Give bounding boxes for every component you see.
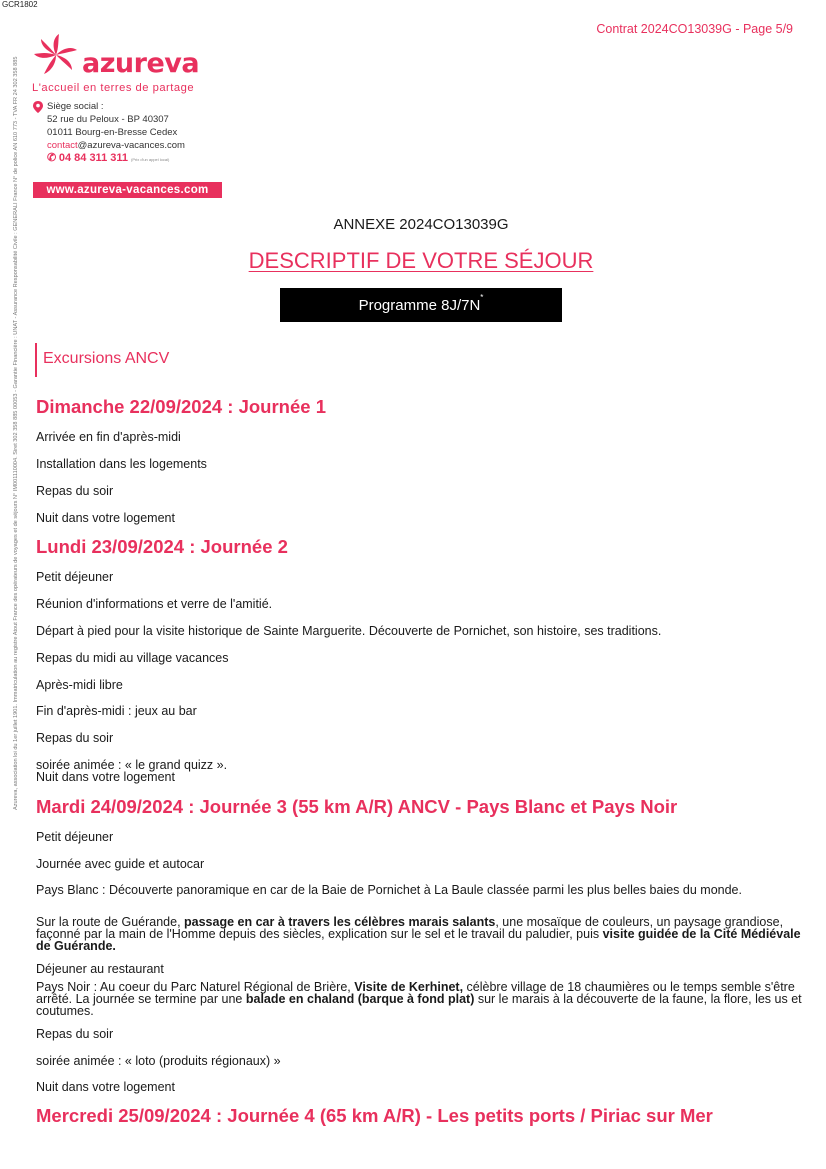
brand-name: azureva xyxy=(82,48,200,79)
day-3-item: Déjeuner au restaurant xyxy=(36,962,164,976)
email-address[interactable] xyxy=(47,139,185,152)
brand-tagline: L'accueil en terres de partage xyxy=(32,82,195,94)
day-2-item: Réunion d'informations et verre de l'amitié. xyxy=(36,597,273,611)
location-pin-icon xyxy=(33,101,43,113)
day-3-pays-blanc: Pays Blanc : Découverte panoramique en car de la Baie de Pornichet à La Baule classée parmi les plus belles baies du monde. xyxy=(36,883,742,897)
pinwheel-logo-icon xyxy=(32,32,80,78)
text-run-bold: visite guidée de la Cité Médiévale de Guérande. xyxy=(36,927,801,953)
day-3-item: Repas du soir xyxy=(36,1027,114,1041)
programme-asterisk: * xyxy=(480,293,484,302)
phone-icon: ✆ xyxy=(47,152,57,164)
programme-banner xyxy=(280,288,562,322)
day-2-item: Repas du midi au village vacances xyxy=(36,651,229,665)
day-3-item: Journée avec guide et autocar xyxy=(36,857,205,871)
day-1-item: Installation dans les logements xyxy=(36,457,207,471)
day-1-item: Repas du soir xyxy=(36,484,114,498)
day-3-pays-noir xyxy=(36,981,806,1017)
email-user: contact xyxy=(47,140,78,151)
email-domain: @azureva-vacances.com xyxy=(77,140,185,151)
contract-reference: Contrat 2024CO13039G - Page 5/9 xyxy=(596,22,793,36)
day-3-guerande xyxy=(36,916,806,952)
annexe-heading: ANNEXE 2024CO13039G xyxy=(333,216,509,233)
day-2-title: Lundi 23/09/2024 : Journée 2 xyxy=(36,536,288,557)
day-3-title: Mardi 24/09/2024 : Journée 3 (55 km A/R) ANCV - Pays Blanc et Pays Noir xyxy=(36,796,678,817)
day-3-item: Petit déjeuner xyxy=(36,830,114,844)
text-run: , une mosaïque de couleurs, un paysage grandiose, façonné par la main de l'Homme depuis des siècles, explication sur le sel et le travail du paludier, puis xyxy=(36,915,784,941)
day-3-item: Nuit dans votre logement xyxy=(36,1080,175,1094)
day-2-item: Fin d'après-midi : jeux au bar xyxy=(36,704,197,718)
text-run-bold: balade en chaland (barque à fond plat) xyxy=(245,992,475,1006)
day-1-item: Nuit dans votre logement xyxy=(36,511,175,525)
phone-row xyxy=(47,152,185,166)
day-1-title: Dimanche 22/09/2024 : Journée 1 xyxy=(36,396,326,417)
azureva-logo xyxy=(32,32,232,94)
legal-mentions: Azureva, association loi du 1er juillet 1901. Immatriculation au registre Atout France des opérateurs de voyages et de séjours N° IM001110004. Siret 302 358 885 00053 - Garantie Financière : UNAT - Assurance Responsabilité Civile : GENERALI France N° de police AN 610 773 - TVA FR 24 302 358 885 xyxy=(13,56,19,810)
text-run: célèbre village de 18 chaumières ou le temps semble s'être arrêté. La journée se termine par une xyxy=(36,980,795,1006)
text-run: sur le marais à la découverte de la faune, la flore, les us et coutumes. xyxy=(36,992,802,1018)
day-2-item: Repas du soir xyxy=(36,731,114,745)
address-line-2: 01011 Bourg-en-Bresse Cedex xyxy=(47,127,178,138)
day-2-item: Après-midi libre xyxy=(36,678,123,692)
phone-number[interactable]: 04 84 311 311 xyxy=(58,152,128,164)
day-3-item: soirée animée : « loto (produits régionaux) » xyxy=(36,1054,281,1068)
phone-note: (Prix d'un appel local) xyxy=(131,157,170,162)
text-run-bold: passage en car à travers les célèbres marais salants xyxy=(184,915,496,929)
text-run-bold: Visite de Kerhinet, xyxy=(354,980,464,994)
head-office-address xyxy=(33,100,185,166)
day-1-item: Arrivée en fin d'après-midi xyxy=(36,430,181,444)
day-4-title: Mercredi 25/09/2024 : Journée 4 (65 km A/R) - Les petits ports / Piriac sur Mer xyxy=(36,1105,713,1126)
text-run: Sur la route de Guérande, xyxy=(36,915,185,929)
address-line-1: 52 rue du Peloux - BP 40307 xyxy=(47,114,169,125)
day-2-item: Nuit dans votre logement xyxy=(36,770,175,784)
text-run: Pays Noir : Au coeur du Parc Naturel Régional de Brière, xyxy=(36,980,355,994)
day-2-item: Petit déjeuner xyxy=(36,570,114,584)
address-label: Siège social : xyxy=(47,101,104,112)
programme-label: Programme 8J/7N xyxy=(358,297,481,314)
day-2-item: Départ à pied pour la visite historique de Sainte Marguerite. Découverte de Pornichet, son histoire, ses traditions. xyxy=(36,624,662,638)
day-2-item: soirée animée : « le grand quizz ». xyxy=(36,758,228,772)
page-title: DESCRIPTIF DE VOTRE SÉJOUR xyxy=(248,248,594,273)
document-code: GCR1802 xyxy=(2,0,38,9)
section-heading: Excursions ANCV xyxy=(35,343,169,377)
website-banner[interactable]: www.azureva-vacances.com xyxy=(33,182,222,198)
